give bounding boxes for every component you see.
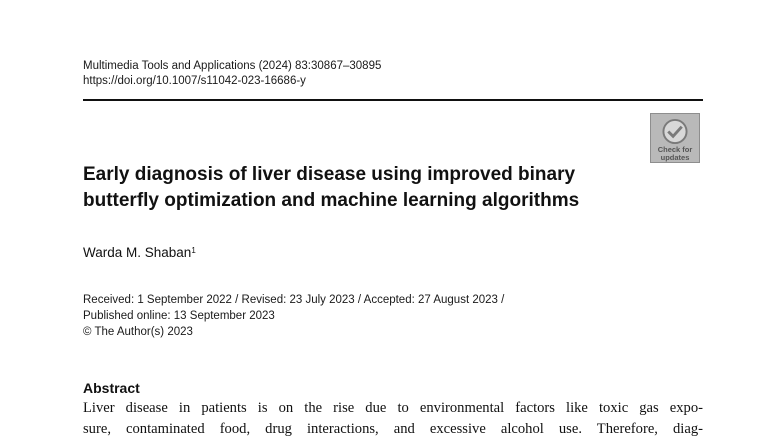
published-online: Published online: 13 September 2023 — [83, 310, 275, 322]
abstract-line: Liver disease in patients is on the rise due to environmental factors like toxic gas expo- — [83, 400, 703, 416]
article-history — [83, 292, 504, 340]
journal-citation: Multimedia Tools and Applications (2024) 83:30867–30895 — [83, 60, 382, 72]
doi-link[interactable]: https://doi.org/10.1007/s11042-023-16686-y — [83, 75, 306, 87]
history-dates: Received: 1 September 2022 / Revised: 23 July 2023 / Accepted: 27 August 2023 / — [83, 294, 505, 306]
affiliation-mark[interactable]: 1 — [191, 246, 196, 255]
copyright-notice: © The Author(s) 2023 — [83, 326, 193, 338]
check-for-updates-badge[interactable] — [650, 113, 700, 163]
author-line — [83, 244, 196, 262]
abstract-heading: Abstract — [83, 380, 140, 396]
header-rule — [83, 99, 703, 101]
badge-label: Check for updates — [657, 145, 693, 162]
title-line: Early diagnosis of liver disease using improved binary — [83, 164, 576, 185]
abstract-text — [83, 398, 703, 440]
paper-title — [83, 162, 643, 214]
check-updates-icon — [660, 118, 690, 145]
journal-header — [83, 59, 381, 89]
title-line: butterfly optimization and machine learning algorithms — [83, 190, 580, 211]
abstract-line: sure, contaminated food, drug interactions, and excessive alcohol use. Therefore, diag- — [83, 421, 703, 437]
author-name[interactable]: Warda M. Shaban — [83, 245, 192, 260]
